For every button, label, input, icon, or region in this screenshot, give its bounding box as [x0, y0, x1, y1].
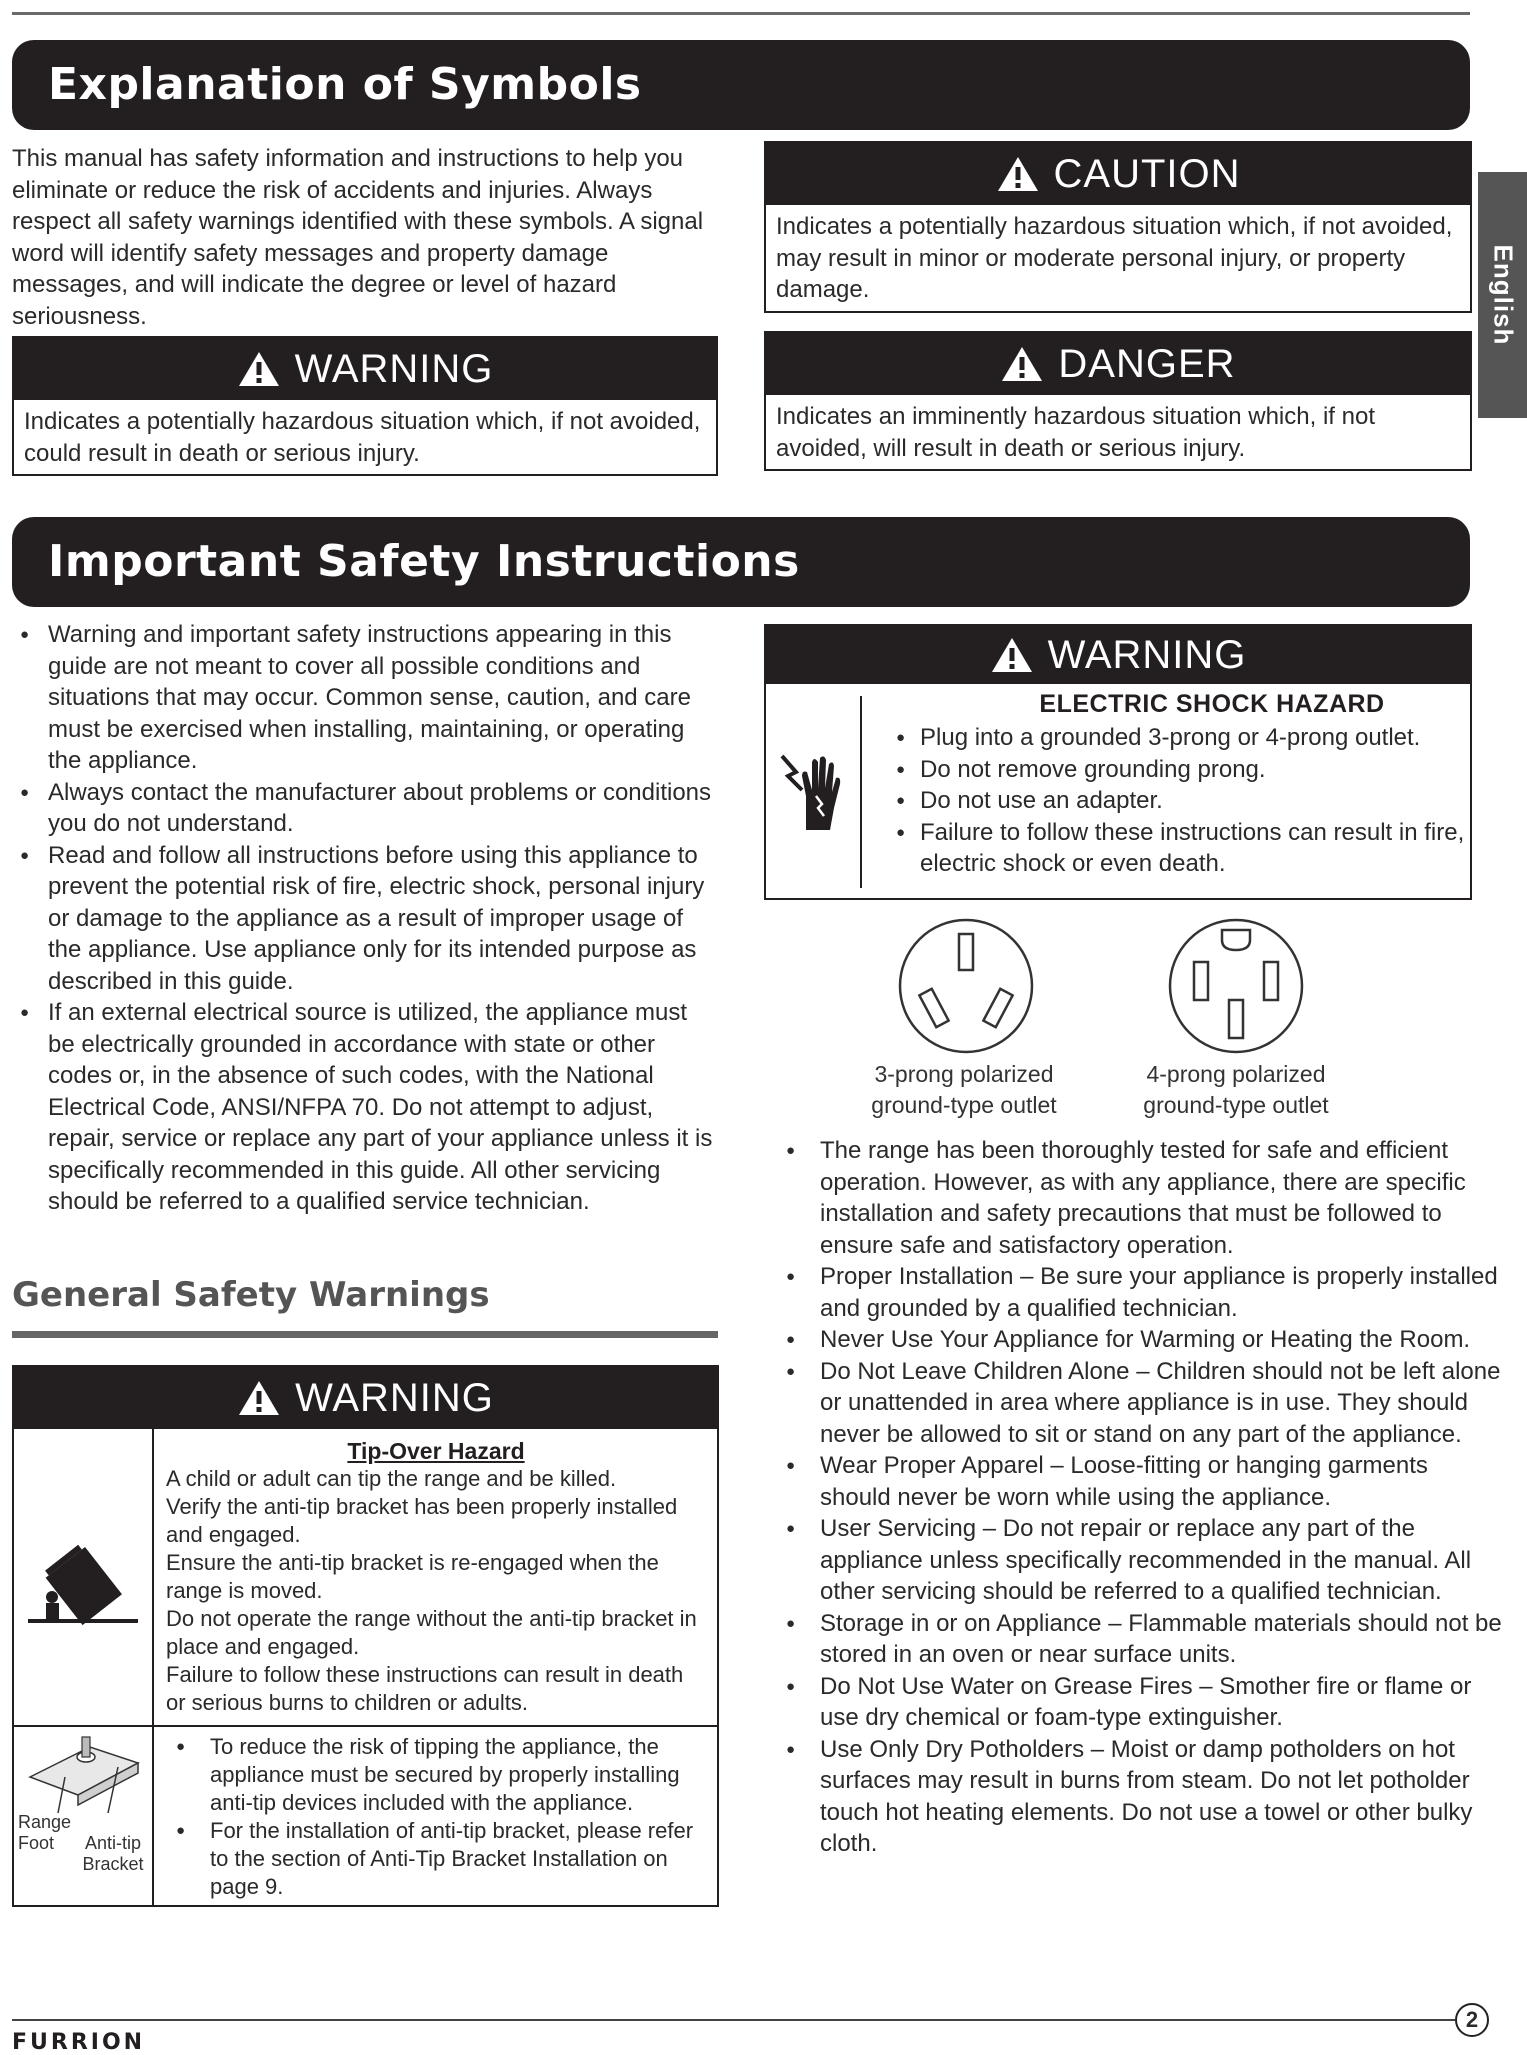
list-item: ● Failure to follow these instructions can result in fire, electric shock or even death.	[888, 817, 1468, 880]
caution-label: CAUTION	[1053, 151, 1241, 196]
danger-label: DANGER	[1058, 341, 1236, 386]
warning-definition-box	[12, 336, 718, 476]
section-banner-symbols	[12, 40, 1470, 130]
list-item: ● Do not use an adapter.	[888, 785, 1468, 817]
tip-box-divider-horizontal	[14, 1725, 717, 1727]
warning-header	[14, 338, 716, 400]
tip-over-text	[166, 1437, 706, 1717]
warning-label: WARNING	[294, 346, 494, 391]
tip-box-divider-vertical	[152, 1429, 154, 1905]
tip-over-bullet-list	[182, 1733, 712, 1901]
tip-over-line: Do not operate the range without the anti-tip bracket in place and engaged.	[166, 1606, 697, 1659]
range-safety-list	[792, 1135, 1502, 1860]
shock-warning-header	[766, 626, 1470, 684]
list-item: ● Proper Installation – Be sure your appliance is properly installed and grounded by a qualified technician.	[792, 1261, 1502, 1324]
section-title-symbols: Explanation of Symbols	[48, 59, 642, 110]
shock-warning-label: WARNING	[1047, 632, 1247, 677]
list-item: ● For the installation of anti-tip bracket, please refer to the section of Anti-Tip Bracket Installation on page 9.	[182, 1817, 712, 1901]
warning-triangle-icon	[990, 636, 1034, 674]
list-item: ● Read and follow all instructions before using this appliance to prevent the potential risk of fire, electric shock, personal injury or damage to the appliance as a result of improper usage of the appliance. Use appliance only for its intended purpose as described in this guide.	[12, 840, 717, 998]
electric-shock-warning-box	[764, 624, 1472, 900]
list-item: ● Do Not Use Water on Grease Fires – Smother fire or flame or use dry chemical or foam-type extinguisher.	[792, 1671, 1502, 1734]
brand-logo: FURRION	[12, 2030, 146, 2055]
tip-over-line: A child or adult can tip the range and be killed.	[166, 1466, 617, 1491]
page-number: 2	[1455, 2003, 1489, 2037]
footer-rule	[12, 2019, 1455, 2021]
section-title-safety: Important Safety Instructions	[48, 536, 800, 587]
list-item: ● The range has been thoroughly tested for safe and efficient operation. However, as with any appliance, there are specific installation and safety precautions that must be followed to ensure safe and satisfactory operation.	[792, 1135, 1502, 1261]
tip-over-title: Tip-Over Hazard	[347, 1438, 525, 1464]
tip-over-warning-box	[12, 1365, 719, 1907]
list-item: ● To reduce the risk of tipping the appliance, the appliance must be secured by properly installing anti-tip devices included with the appliance.	[182, 1733, 712, 1817]
danger-text: Indicates an imminently hazardous situation which, if not avoided, will result in death or serious injury.	[776, 403, 1375, 462]
language-tab-label: English	[1488, 244, 1518, 346]
three-prong-caption: 3-prong polarized ground-type outlet	[871, 1061, 1057, 1118]
list-item: ● Always contact the manufacturer about problems or conditions you do not understand.	[12, 777, 717, 840]
list-item: ● Warning and important safety instructions appearing in this guide are not meant to cover all possible conditions and situations that may occur. Common sense, caution, and care must be exercised when installing, maintaining, or operating the appliance.	[12, 619, 717, 777]
list-item: ● Plug into a grounded 3-prong or 4-prong outlet.	[888, 722, 1468, 754]
tip-over-line: Ensure the anti-tip bracket is re-engaged when the range is moved.	[166, 1550, 659, 1603]
warning-triangle-icon	[237, 1379, 281, 1417]
caution-text: Indicates a potentially hazardous situation which, if not avoided, may result in minor or moderate personal injury, or property damage.	[776, 213, 1453, 303]
general-safety-underline	[12, 1331, 718, 1338]
intro-paragraph: This manual has safety information and instructions to help you eliminate or reduce the risk of accidents and injuries. Always respect all safety warnings identified with these symbols. A signal word will identify safety messages and property damage messages, and will indicate the degree or level of hazard seriousness.	[12, 145, 704, 330]
list-item: ● User Servicing – Do not repair or replace any part of the appliance unless specifically recommended in the manual. All other servicing should be referred to a qualified technician.	[792, 1513, 1502, 1608]
list-item: ● Use Only Dry Potholders – Moist or damp potholders on hot surfaces may result in burns from steam. Do not let potholder touch hot heating elements. Do not use a towel or other bulky cloth.	[792, 1734, 1502, 1860]
anti-tip-bracket-icon	[20, 1733, 148, 1815]
three-prong-outlet-icon	[896, 916, 1036, 1056]
danger-triangle-icon	[1000, 345, 1044, 383]
list-item: ● Storage in or on Appliance – Flammable materials should not be stored in an oven or near surface units.	[792, 1608, 1502, 1671]
shock-hazard-list	[888, 722, 1468, 880]
general-safety-heading: General Safety Warnings	[12, 1275, 490, 1315]
warning-triangle-icon	[237, 350, 281, 388]
list-item: ● Do not remove grounding prong.	[888, 754, 1468, 786]
range-foot-label: Range Foot	[18, 1812, 72, 1853]
danger-header	[766, 333, 1470, 395]
tip-over-line: Failure to follow these instructions can result in death or serious burns to children or adults.	[166, 1662, 684, 1715]
caution-definition-box	[764, 141, 1472, 313]
warning-text: Indicates a potentially hazardous situation which, if not avoided, could result in death or serious injury.	[24, 408, 701, 467]
caution-triangle-icon	[996, 155, 1040, 193]
shock-hazard-title: ELECTRIC SHOCK HAZARD	[1039, 690, 1385, 718]
tip-over-warning-header	[14, 1367, 717, 1429]
caution-header	[766, 143, 1470, 205]
tipping-range-icon	[24, 1535, 142, 1645]
top-rule	[12, 12, 1470, 15]
language-tab	[1478, 172, 1527, 418]
list-item: ● Do Not Leave Children Alone – Children should not be left alone or unattended in area where appliance is in use. They should never be allowed to sit or stand on any part of the appliance.	[792, 1356, 1502, 1451]
tip-over-warning-label: WARNING	[295, 1375, 494, 1420]
list-item: ● Never Use Your Appliance for Warming or Heating the Room.	[792, 1324, 1502, 1356]
danger-definition-box	[764, 331, 1472, 471]
list-item: ● If an external electrical source is utilized, the appliance must be electrically grounded in accordance with state or other codes or, in the absence of such codes, with the National Electrical Code, ANSI/NFPA 70. Do not attempt to adjust, repair, service or replace any part of your appliance unless it is specifically recommended in this guide. All other servicing should be referred to a qualified service technician.	[12, 997, 717, 1218]
electric-shock-hand-icon	[776, 746, 850, 838]
anti-tip-bracket-label: Anti-tip Bracket	[82, 1833, 144, 1874]
safety-instructions-list	[12, 619, 717, 1218]
section-banner-safety	[12, 517, 1470, 607]
four-prong-outlet-icon	[1166, 916, 1306, 1056]
shock-box-divider	[860, 696, 862, 888]
tip-over-line: Verify the anti-tip bracket has been properly installed and engaged.	[166, 1494, 678, 1547]
list-item: ● Wear Proper Apparel – Loose-fitting or hanging garments should never be worn while using the appliance.	[792, 1450, 1502, 1513]
four-prong-caption: 4-prong polarized ground-type outlet	[1143, 1061, 1329, 1118]
